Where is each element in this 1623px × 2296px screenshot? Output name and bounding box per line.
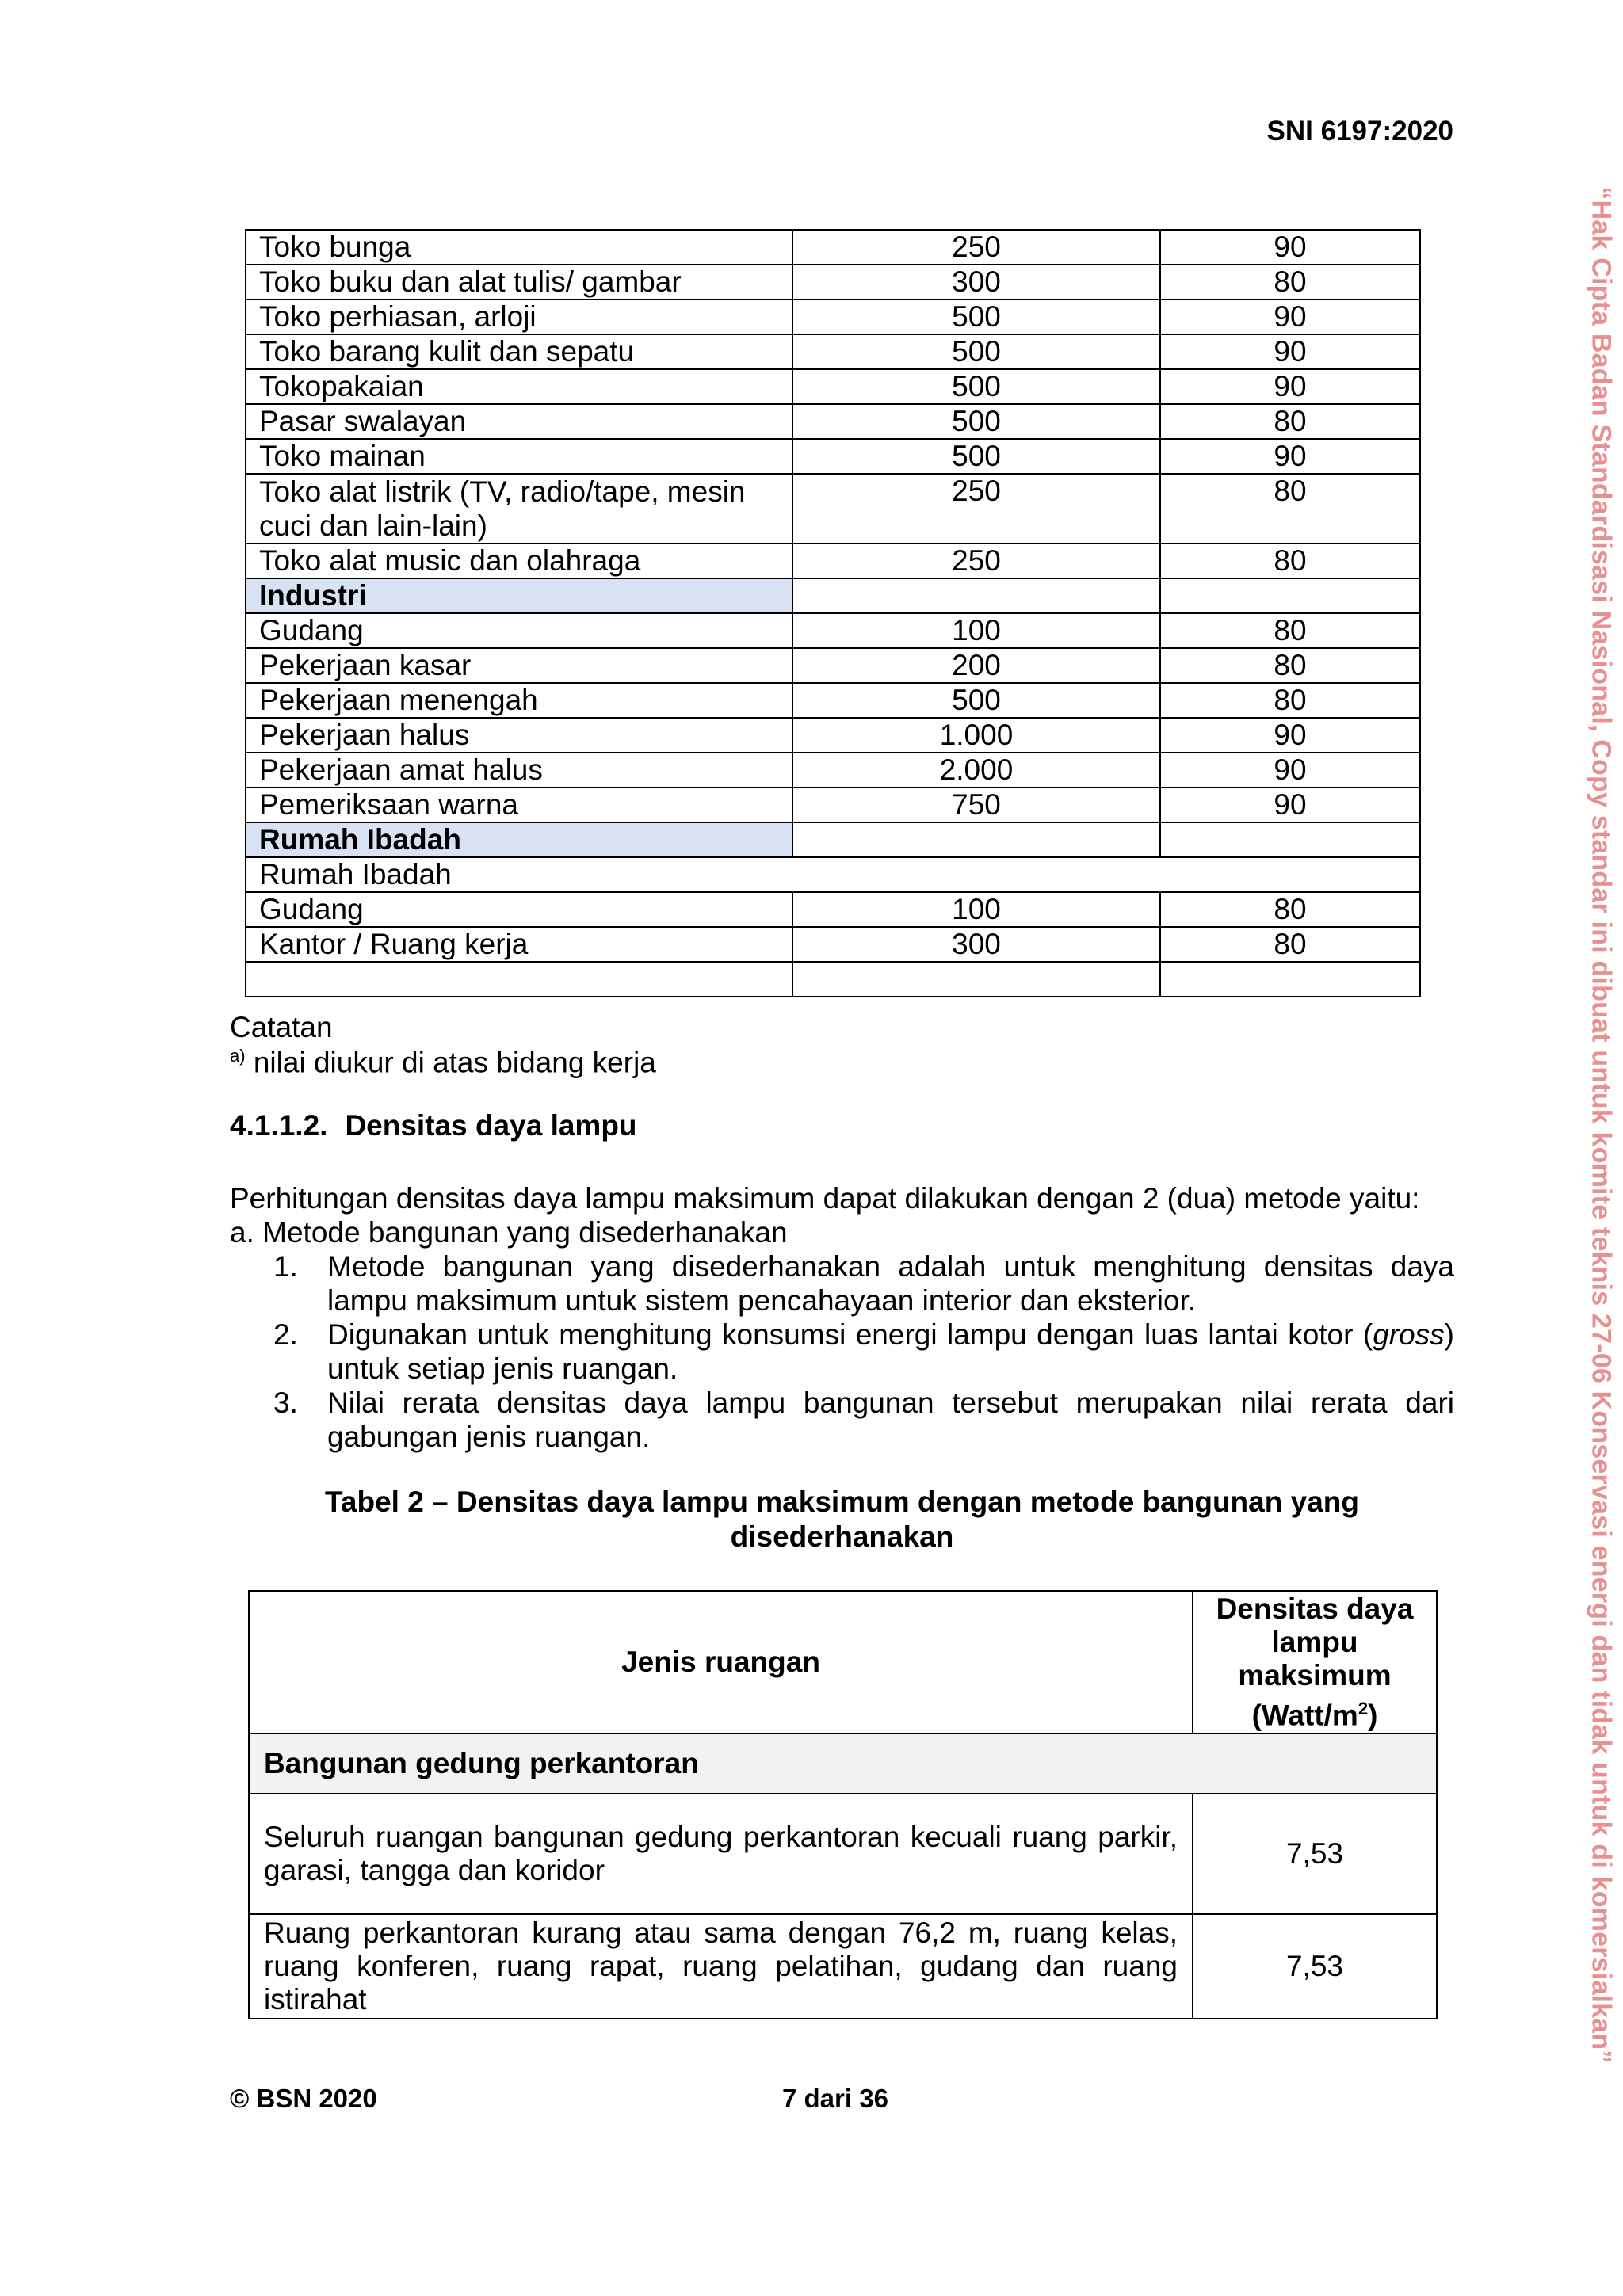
category-row [246, 578, 1420, 613]
table-row [246, 683, 1420, 718]
row-value-2: 90 [1160, 439, 1420, 474]
row-value-1: 300 [792, 927, 1160, 962]
category-label: Industri [246, 578, 792, 613]
row-value-1: 500 [792, 404, 1160, 439]
list-text: Metode bangunan yang disederhanakan adalah untuk menghitung densitas daya lampu maksimum untuk sistem pencahayaan interior dan eksterior. [327, 1250, 1454, 1317]
table-row [246, 892, 1420, 927]
row-value-1: 500 [792, 369, 1160, 404]
header-line: Densitas daya [1216, 1592, 1414, 1625]
row-value-1: 500 [792, 334, 1160, 369]
row-value-1: 500 [792, 683, 1160, 718]
caption-line: Tabel 2 – Densitas daya lampu maksimum dengan metode bangunan yang [325, 1486, 1359, 1518]
row-value-2: 80 [1160, 648, 1420, 683]
table-row [246, 648, 1420, 683]
row-label: Gudang [246, 613, 792, 648]
intro-paragraph: Perhitungan densitas daya lampu maksimum dapat dilakukan dengan 2 (dua) metode yaitu: [230, 1182, 1420, 1215]
table-row [246, 788, 1420, 822]
table-row [249, 1794, 1437, 1914]
row-value-1: 100 [792, 613, 1160, 648]
unit-text: (Watt/m [1251, 1699, 1358, 1732]
row-value-2: 80 [1160, 543, 1420, 578]
row-value-1: 200 [792, 648, 1160, 683]
row-value-2: 90 [1160, 753, 1420, 788]
note-title: Catatan [230, 1011, 333, 1043]
row-value-1: 750 [792, 788, 1160, 822]
row-label: Pasar swalayan [246, 404, 792, 439]
table-row [246, 543, 1420, 578]
caption-line: disederhanakan [730, 1520, 954, 1553]
header-line: maksimum [1238, 1659, 1392, 1691]
table-row [246, 299, 1420, 334]
list-text-italic: gross [1373, 1318, 1445, 1351]
table-row [246, 718, 1420, 753]
header-line: lampu [1271, 1626, 1358, 1658]
row-value-2: 80 [1160, 613, 1420, 648]
method-list [273, 1249, 1454, 1454]
row-value-1: 250 [792, 543, 1160, 578]
room-description: Seluruh ruangan bangunan gedung perkantoran kecuali ruang parkir, garasi, tangga dan koridor [249, 1794, 1193, 1914]
category-row [246, 822, 1420, 857]
list-item [273, 1318, 1454, 1386]
footer-copyright: © BSN 2020 [230, 2084, 377, 2113]
row-value-2: 90 [1160, 334, 1420, 369]
table-row [246, 927, 1420, 962]
unit-close: ) [1368, 1699, 1378, 1732]
table-row [246, 753, 1420, 788]
row-value-2: 80 [1160, 265, 1420, 299]
section-number: 4.1.1.2. [230, 1109, 328, 1142]
row-value-1: 1.000 [792, 718, 1160, 753]
table-row [249, 1914, 1437, 2019]
method-a-label: a. Metode bangunan yang disederhanakan [230, 1216, 788, 1249]
density-value: 7,53 [1193, 1914, 1437, 2019]
list-text-part: ) untuk setiap jenis ruangan. [327, 1318, 1454, 1385]
section-title: Densitas daya lampu [345, 1109, 637, 1142]
density-value: 7,53 [1193, 1794, 1437, 1914]
row-label: Kantor / Ruang kerja [246, 927, 792, 962]
table-row [246, 474, 1420, 543]
empty-row [246, 962, 1420, 997]
row-label: Rumah Ibadah [246, 857, 1420, 892]
table-row [246, 369, 1420, 404]
illuminance-table [245, 229, 1421, 997]
row-value-2: 90 [1160, 369, 1420, 404]
table-row [246, 439, 1420, 474]
list-text [327, 1318, 1454, 1386]
section-label: Bangunan gedung perkantoran [249, 1733, 1437, 1794]
page-number: 7 dari 36 [782, 2084, 888, 2113]
empty-cell [792, 578, 1160, 613]
row-value-2: 80 [1160, 927, 1420, 962]
unit-superscript: 2 [1358, 1699, 1369, 1718]
power-density-table [248, 1590, 1438, 2019]
list-item [273, 1249, 1454, 1318]
table-row [246, 613, 1420, 648]
row-value-1: 500 [792, 439, 1160, 474]
row-value-1: 250 [792, 474, 1160, 543]
col-header-room-type: Jenis ruangan [249, 1591, 1193, 1733]
row-label: Pekerjaan amat halus [246, 753, 792, 788]
row-value-1: 300 [792, 265, 1160, 299]
empty-cell [792, 822, 1160, 857]
row-value-2: 80 [1160, 404, 1420, 439]
category-label: Rumah Ibadah [246, 822, 792, 857]
table-row [246, 230, 1420, 265]
empty-cell [246, 962, 792, 997]
list-item [273, 1386, 1454, 1454]
list-text: Nilai rerata densitas daya lampu bangunan tersebut merupakan nilai rerata dari gabungan jenis ruangan. [327, 1386, 1454, 1453]
list-number: 2. [273, 1318, 298, 1351]
row-label: Toko mainan [246, 439, 792, 474]
row-value-2: 90 [1160, 718, 1420, 753]
row-label: Toko buku dan alat tulis/ gambar [246, 265, 792, 299]
document-code: SNI 6197:2020 [1266, 116, 1453, 147]
row-value-1: 2.000 [792, 753, 1160, 788]
row-label: Pekerjaan halus [246, 718, 792, 753]
copyright-watermark: “Hak Cipta Badan Standardisasi Nasional, Copy standar ini dibuat untuk komite teknis 27-06 Konservasi energi dan tidak untuk di komersialkan” [1586, 186, 1617, 2064]
empty-cell [1160, 822, 1420, 857]
header-unit [1194, 1692, 1435, 1732]
row-value-2: 90 [1160, 230, 1420, 265]
header-row [249, 1591, 1437, 1733]
room-description: Ruang perkantoran kurang atau sama dengan 76,2 m, ruang kelas, ruang konferen, ruang rapat, ruang pelatihan, gudang dan ruang istirahat [249, 1914, 1193, 2019]
note-text [230, 1046, 656, 1079]
empty-cell [1160, 962, 1420, 997]
row-label: Toko perhiasan, arloji [246, 299, 792, 334]
row-label: Toko alat listrik (TV, radio/tape, mesin cuci dan lain-lain) [246, 474, 792, 543]
row-value-1: 250 [792, 230, 1160, 265]
empty-cell [792, 962, 1160, 997]
table-row [246, 265, 1420, 299]
row-value-1: 100 [792, 892, 1160, 927]
section-row [249, 1733, 1437, 1794]
row-value-2: 80 [1160, 683, 1420, 718]
table-caption [230, 1485, 1454, 1554]
row-value-1: 500 [792, 299, 1160, 334]
list-text-part: Digunakan untuk menghitung konsumsi energi lampu dengan luas lantai kotor ( [327, 1318, 1373, 1351]
row-label: Gudang [246, 892, 792, 927]
row-value-2: 80 [1160, 474, 1420, 543]
section-heading [230, 1109, 637, 1142]
row-value-2: 80 [1160, 892, 1420, 927]
table-row [246, 404, 1420, 439]
note-body: nilai diukur di atas bidang kerja [245, 1046, 656, 1079]
list-number: 1. [273, 1250, 298, 1283]
row-label: Toko bunga [246, 230, 792, 265]
note-marker: a) [230, 1046, 246, 1066]
table-row [246, 857, 1420, 892]
empty-cell [1160, 578, 1420, 613]
list-number: 3. [273, 1386, 298, 1419]
row-label: Tokopakaian [246, 369, 792, 404]
table-row [246, 334, 1420, 369]
row-value-2: 90 [1160, 299, 1420, 334]
row-label: Pemeriksaan warna [246, 788, 792, 822]
row-value-2: 90 [1160, 788, 1420, 822]
row-label: Toko alat music dan olahraga [246, 543, 792, 578]
row-label: Pekerjaan kasar [246, 648, 792, 683]
row-label: Toko barang kulit dan sepatu [246, 334, 792, 369]
row-label: Pekerjaan menengah [246, 683, 792, 718]
col-header-density [1193, 1591, 1437, 1733]
